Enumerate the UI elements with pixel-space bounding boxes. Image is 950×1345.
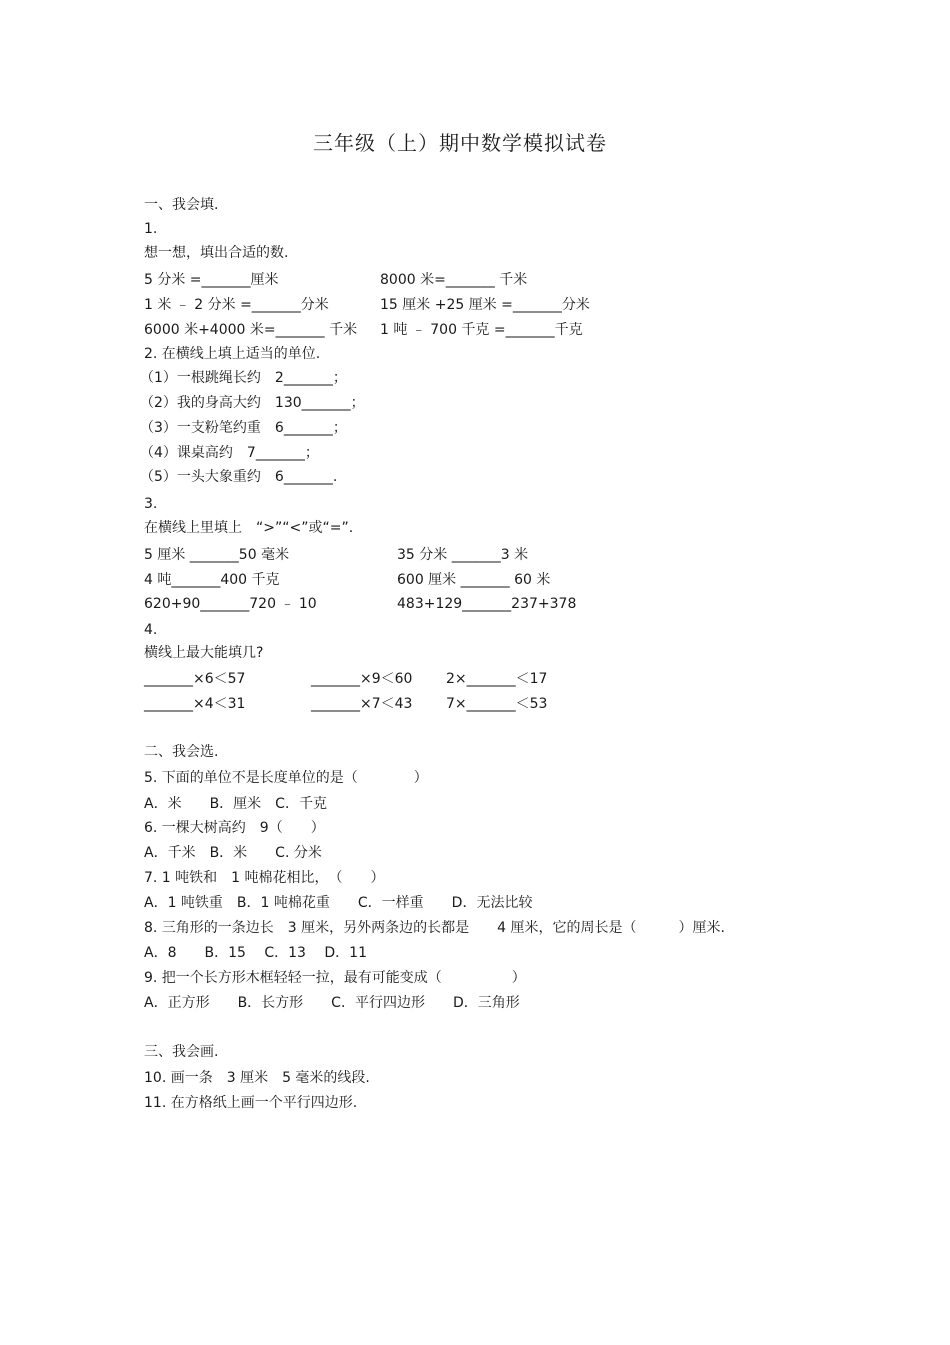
page-title: 三年级（上）期中数学模拟试卷 bbox=[313, 131, 607, 155]
q2-item-5: （5）一头大象重约 6_______. bbox=[140, 469, 338, 485]
q7-options: A．1 吨铁重 B．1 吨棉花重 C．一样重 D．无法比较 bbox=[144, 895, 533, 911]
q4-row2-col2: _______×7＜43 bbox=[311, 696, 413, 712]
q3-row1-right: 35 分米 _______3 米 bbox=[397, 547, 529, 563]
q9-options: A．正方形 B．长方形 C．平行四边形 D．三角形 bbox=[144, 995, 520, 1011]
q4-row1-col2: _______×9＜60 bbox=[311, 671, 413, 687]
q2-item-4: （4）课桌高约 7_______； bbox=[140, 445, 319, 461]
q1-row2-right: 15 厘米 +25 厘米 =_______分米 bbox=[380, 297, 590, 313]
q4-prompt: 横线上最大能填几? bbox=[144, 645, 264, 661]
q4-row1-col1: _______×6＜57 bbox=[144, 671, 246, 687]
q7-question: 7. 1 吨铁和 1 吨棉花相比， （ ） bbox=[144, 870, 385, 886]
q1-row2-left: 1 米 ﹣ 2 分米 =_______分米 bbox=[144, 297, 329, 313]
q3-row2-right: 600 厘米 _______ 60 米 bbox=[397, 572, 551, 588]
section-2-heading: 二、我会选. bbox=[144, 744, 219, 760]
q10-question: 10. 画一条 3 厘米 5 毫米的线段. bbox=[144, 1070, 370, 1086]
q1-number: 1. bbox=[144, 221, 158, 237]
q8-question: 8. 三角形的一条边长 3 厘米，另外两条边的长都是 4 厘米，它的周长是（ ）厘米. bbox=[144, 920, 725, 936]
q3-number: 3. bbox=[144, 496, 158, 512]
q1-row1-left: 5 分米 =_______厘米 bbox=[144, 272, 279, 288]
q3-row1-left: 5 厘米 _______50 毫米 bbox=[144, 547, 290, 563]
q1-row1-right: 8000 米=_______ 千米 bbox=[380, 272, 528, 288]
q2-item-1: （1）一根跳绳长约 2_______； bbox=[140, 370, 347, 386]
q1-row3-right: 1 吨 ﹣ 700 千克 =_______千克 bbox=[380, 322, 583, 338]
q11-question: 11. 在方格纸上画一个平行四边形. bbox=[144, 1095, 358, 1111]
q4-row1-col3: 2×_______＜17 bbox=[446, 671, 548, 687]
q3-prompt: 在横线上里填上 “>”“<”或“=”. bbox=[144, 520, 354, 536]
q2-prompt: 2. 在横线上填上适当的单位. bbox=[144, 346, 321, 362]
q3-row3-right: 483+129_______237+378 bbox=[397, 596, 577, 612]
q2-item-2: （2）我的身高大约 130_______； bbox=[140, 395, 365, 411]
q2-item-3: （3）一支粉笔约重 6_______； bbox=[140, 420, 347, 436]
q9-question: 9. 把一个长方形木框轻轻一拉，最有可能变成（ ） bbox=[144, 970, 526, 986]
q4-number: 4. bbox=[144, 622, 158, 638]
section-3-heading: 三、我会画. bbox=[144, 1044, 219, 1060]
q4-row2-col3: 7×_______＜53 bbox=[446, 696, 548, 712]
q3-row3-left: 620+90_______720 ﹣ 10 bbox=[144, 596, 317, 612]
q8-options: A．8 B．15 C．13 D．11 bbox=[144, 945, 367, 961]
q1-prompt: 想一想，填出合适的数. bbox=[144, 245, 289, 261]
q6-options: A．千米 B．米 C. 分米 bbox=[144, 845, 322, 861]
q4-row2-col1: _______×4＜31 bbox=[144, 696, 246, 712]
q5-question: 5. 下面的单位不是长度单位的是（ ） bbox=[144, 770, 428, 786]
q6-question: 6. 一棵大树高约 9（ ） bbox=[144, 820, 325, 836]
q1-row3-left: 6000 米+4000 米=_______ 千米 bbox=[144, 322, 358, 338]
q3-row2-left: 4 吨_______400 千克 bbox=[144, 572, 280, 588]
section-1-heading: 一、我会填. bbox=[144, 197, 219, 213]
q5-options: A．米 B．厘米 C．千克 bbox=[144, 796, 327, 812]
